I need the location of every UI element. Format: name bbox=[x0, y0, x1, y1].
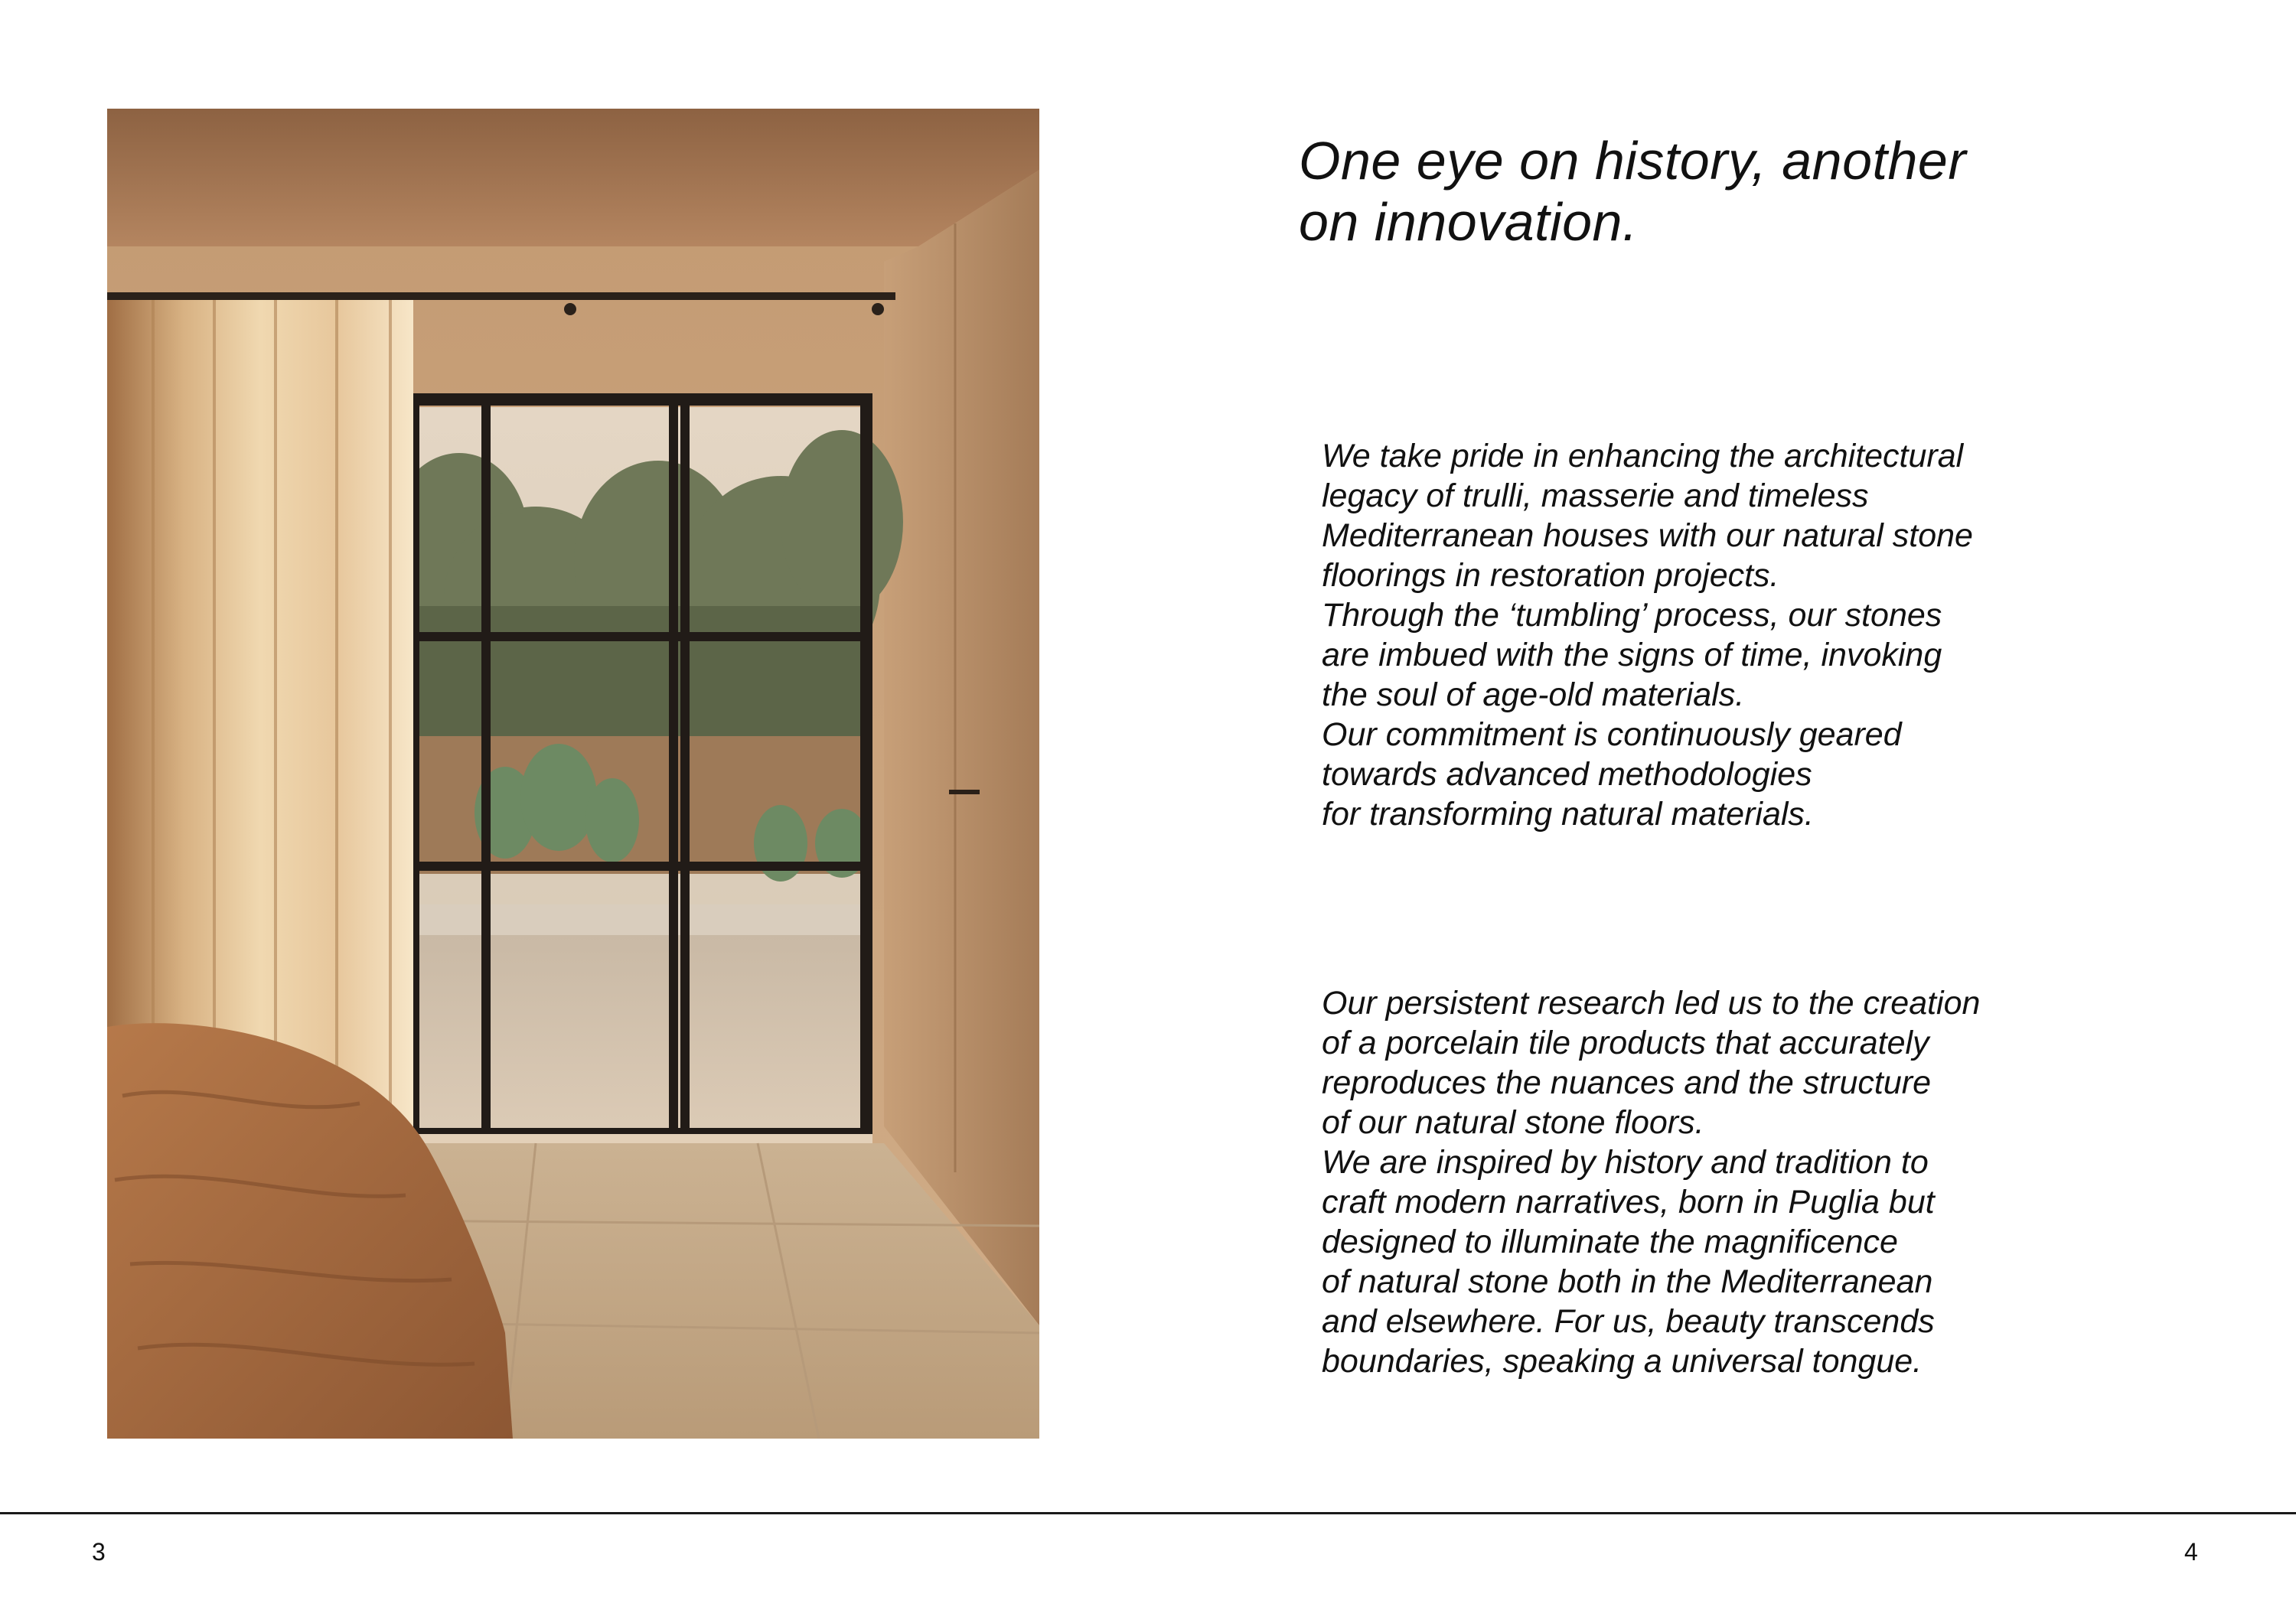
paragraph-line: the soul of age-old materials. bbox=[1322, 676, 1745, 713]
paragraph-heritage bbox=[1322, 436, 2087, 834]
paragraph-line: Our commitment is continuously geared bbox=[1322, 716, 1902, 753]
footer-divider bbox=[0, 1512, 2296, 1514]
paragraph-line: are imbued with the signs of time, invoking bbox=[1322, 637, 1942, 673]
paragraph-line: and elsewhere. For us, beauty transcends bbox=[1322, 1303, 1935, 1340]
headline-line-2: on innovation. bbox=[1299, 192, 1638, 252]
headline bbox=[1299, 130, 2064, 253]
paragraph-line: boundaries, speaking a universal tongue. bbox=[1322, 1343, 1923, 1380]
paragraph-line: floorings in restoration projects. bbox=[1322, 557, 1779, 594]
paragraph-line: legacy of trulli, masserie and timeless bbox=[1322, 477, 1869, 514]
paragraph-line: craft modern narratives, born in Puglia but bbox=[1322, 1184, 1935, 1221]
paragraph-line: of natural stone both in the Mediterranean bbox=[1322, 1263, 1933, 1300]
paragraph-line: We are inspired by history and tradition to bbox=[1322, 1144, 1929, 1181]
paragraph-line: reproduces the nuances and the structure bbox=[1322, 1064, 1932, 1101]
bedroom-photo bbox=[107, 109, 1039, 1439]
page-number-left: 3 bbox=[92, 1538, 106, 1566]
paragraph-line: Through the ‘tumbling’ process, our stones bbox=[1322, 597, 1942, 634]
page-number-right: 4 bbox=[2184, 1538, 2198, 1566]
paragraph-line: We take pride in enhancing the architectural bbox=[1322, 438, 1964, 474]
paragraph-line: of our natural stone floors. bbox=[1322, 1104, 1704, 1141]
paragraph-line: for transforming natural materials. bbox=[1322, 796, 1814, 833]
paragraph-line: Our persistent research led us to the creation bbox=[1322, 985, 1981, 1022]
headline-line-1: One eye on history, another bbox=[1299, 131, 1967, 191]
paragraph-line: designed to illuminate the magnificence bbox=[1322, 1224, 1898, 1260]
paragraph-research bbox=[1322, 983, 2087, 1381]
paragraph-line: Mediterranean houses with our natural stone bbox=[1322, 517, 1973, 554]
paragraph-line: towards advanced methodologies bbox=[1322, 756, 1812, 793]
paragraph-line: of a porcelain tile products that accurately bbox=[1322, 1025, 1929, 1061]
